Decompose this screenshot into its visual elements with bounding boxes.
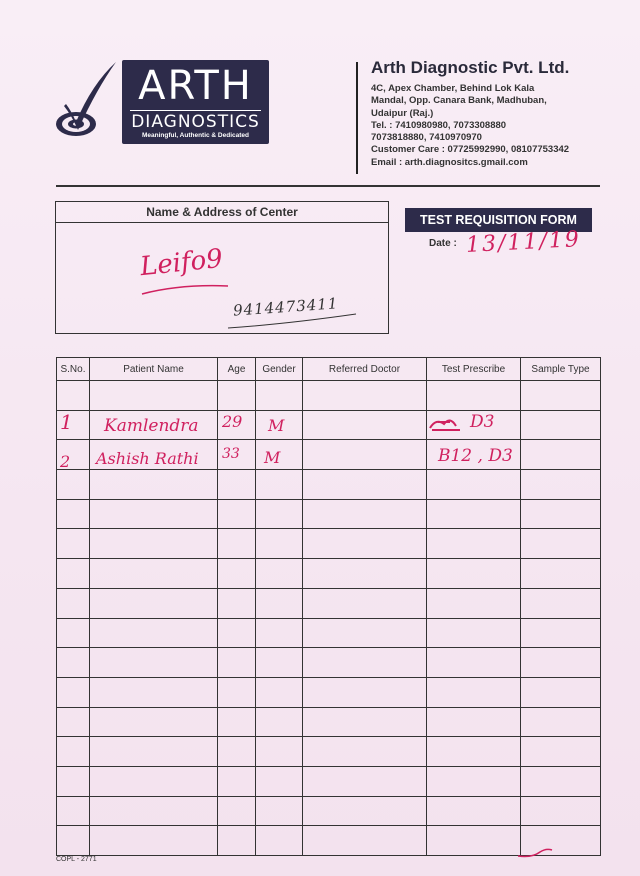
- table-cell: [90, 737, 218, 767]
- table-cell: [57, 677, 90, 707]
- table-cell: [256, 737, 303, 767]
- table-cell: [427, 618, 521, 648]
- table-cell: [218, 737, 256, 767]
- arth-diagnostics-logo: [122, 60, 269, 144]
- table-cell: [303, 529, 427, 559]
- logo-sub-text: DIAGNOSTICS: [131, 112, 260, 132]
- table-header-row: [57, 358, 601, 381]
- table-cell: [218, 381, 256, 411]
- arth-target-logo-icon: [52, 60, 122, 142]
- scribble-mark: [428, 414, 464, 436]
- table-row: [57, 559, 601, 589]
- address-line: 4C, Apex Chamber, Behind Lok Kala: [371, 83, 535, 94]
- table-cell: [521, 648, 601, 678]
- table-cell: [256, 499, 303, 529]
- table-cell: [256, 588, 303, 618]
- row-1-age: 29: [222, 412, 243, 431]
- date-label: Date :: [429, 238, 457, 249]
- company-address: [371, 83, 611, 169]
- table-cell: [218, 618, 256, 648]
- table-cell: [90, 796, 218, 826]
- row-1-test: D3: [470, 412, 495, 432]
- table-cell: [427, 381, 521, 411]
- table-cell: [256, 826, 303, 856]
- table-cell: [90, 677, 218, 707]
- table-cell: [521, 766, 601, 796]
- table-cell: [90, 648, 218, 678]
- table-cell: [57, 766, 90, 796]
- table-cell: [90, 766, 218, 796]
- table-row: [57, 499, 601, 529]
- header-sample-type: Sample Type: [521, 358, 601, 381]
- table-cell: [90, 707, 218, 737]
- row-1-patient-name: Kamlendra: [104, 416, 199, 436]
- table-cell: [427, 559, 521, 589]
- table-cell: [57, 499, 90, 529]
- table-cell: [90, 381, 218, 411]
- handwritten-phone-underline: [226, 312, 358, 332]
- table-cell: [521, 470, 601, 500]
- logo-brand-text: ARTH: [138, 63, 253, 109]
- table-cell: [90, 559, 218, 589]
- table-row: [57, 796, 601, 826]
- header-test-prescribe: Test Prescribe: [427, 358, 521, 381]
- table-row: [57, 470, 601, 500]
- table-cell: [427, 707, 521, 737]
- table-row: [57, 677, 601, 707]
- table-cell: [57, 381, 90, 411]
- row-2-sno: 2: [60, 452, 71, 471]
- table-cell: [521, 499, 601, 529]
- handwritten-tick-mark: [516, 846, 556, 860]
- table-cell: [521, 381, 601, 411]
- logo-tagline: Meaningful, Authentic & Dedicated: [141, 132, 249, 139]
- table-cell: [90, 588, 218, 618]
- table-cell: [256, 618, 303, 648]
- table-cell: [427, 499, 521, 529]
- phone-line: 7073818880, 7410970970: [371, 132, 482, 144]
- table-cell: [303, 588, 427, 618]
- header-age: Age: [218, 358, 256, 381]
- table-cell: [303, 648, 427, 678]
- center-address-heading: Name & Address of Center: [56, 202, 388, 223]
- table-cell: [521, 707, 601, 737]
- table-cell: [218, 588, 256, 618]
- table-cell: [57, 588, 90, 618]
- table-cell: [303, 826, 427, 856]
- table-cell: [90, 529, 218, 559]
- form-title: TEST REQUISITION FORM: [405, 208, 592, 232]
- table-cell: [256, 707, 303, 737]
- table-cell: [57, 826, 90, 856]
- row-2-age: 33: [222, 446, 240, 462]
- table-cell: [303, 559, 427, 589]
- table-cell: [57, 648, 90, 678]
- table-cell: [90, 826, 218, 856]
- customer-care-line: Customer Care : 07725992990, 08107753342: [371, 144, 570, 156]
- handwritten-center-phone: 9414473411: [232, 294, 339, 320]
- table-row: [57, 529, 601, 559]
- table-cell: [218, 796, 256, 826]
- table-cell: [218, 766, 256, 796]
- table-cell: [57, 529, 90, 559]
- table-cell: [303, 410, 427, 440]
- table-cell: [256, 381, 303, 411]
- table-cell: [57, 470, 90, 500]
- table-row: [57, 707, 601, 737]
- table-cell: [303, 470, 427, 500]
- address-line: Mandal, Opp. Canara Bank, Madhuban,: [371, 95, 547, 107]
- handwritten-date: 13/11/19: [465, 227, 582, 258]
- table-cell: [303, 499, 427, 529]
- table-cell: [303, 381, 427, 411]
- table-row: [57, 618, 601, 648]
- table-cell: [90, 470, 218, 500]
- table-cell: [218, 648, 256, 678]
- table-cell: [521, 618, 601, 648]
- table-cell: [256, 766, 303, 796]
- table-cell: [57, 796, 90, 826]
- table-cell: [521, 796, 601, 826]
- table-cell: [521, 559, 601, 589]
- table-cell: [256, 796, 303, 826]
- header-patient-name: Patient Name: [90, 358, 218, 381]
- table-cell: [427, 588, 521, 618]
- table-cell: [427, 796, 521, 826]
- address-line: Udaipur (Raj.): [371, 107, 434, 119]
- handwritten-center-name: Leifo9: [138, 243, 225, 283]
- table-cell: [57, 707, 90, 737]
- table-cell: [256, 677, 303, 707]
- table-cell: [57, 559, 90, 589]
- table-cell: [427, 470, 521, 500]
- table-cell: [256, 559, 303, 589]
- table-cell: [303, 796, 427, 826]
- table-cell: [256, 648, 303, 678]
- form-code: COPL - 2771: [56, 856, 97, 863]
- table-cell: [427, 737, 521, 767]
- table-cell: [521, 737, 601, 767]
- table-cell: [90, 618, 218, 648]
- table-cell: [427, 677, 521, 707]
- table-cell: [218, 707, 256, 737]
- table-cell: [256, 529, 303, 559]
- table-row: [57, 648, 601, 678]
- logo-divider: [130, 110, 261, 111]
- row-2-test: B12 , D3: [438, 446, 513, 466]
- handwritten-underline: [140, 282, 230, 296]
- row-1-sno: 1: [60, 410, 73, 434]
- table-cell: [57, 618, 90, 648]
- table-cell: [303, 618, 427, 648]
- table-cell: [303, 737, 427, 767]
- table-cell: [218, 499, 256, 529]
- table-cell: [218, 559, 256, 589]
- row-2-gender: M: [264, 448, 281, 467]
- table-cell: [303, 766, 427, 796]
- table-cell: [521, 677, 601, 707]
- table-cell: [521, 588, 601, 618]
- table-cell: [218, 529, 256, 559]
- table-cell: [256, 470, 303, 500]
- header-rule: [56, 185, 600, 187]
- header-referred-doctor: Referred Doctor: [303, 358, 427, 381]
- table-row: [57, 737, 601, 767]
- table-cell: [303, 440, 427, 470]
- phone-line: Tel. : 7410980980, 7073308880: [371, 119, 507, 131]
- table-cell: [427, 529, 521, 559]
- table-cell: [427, 648, 521, 678]
- table-row: [57, 588, 601, 618]
- table-cell: [218, 826, 256, 856]
- table-cell: [57, 737, 90, 767]
- header-sno: S.No.: [57, 358, 90, 381]
- table-row: [57, 381, 601, 411]
- header-divider: [356, 62, 358, 174]
- table-cell: [218, 677, 256, 707]
- header-gender: Gender: [256, 358, 303, 381]
- table-cell: [521, 410, 601, 440]
- email-line: Email : arth.diagnositcs.gmail.com: [371, 156, 528, 168]
- row-1-gender: M: [268, 416, 285, 435]
- table-cell: [427, 766, 521, 796]
- table-cell: [303, 677, 427, 707]
- company-name: Arth Diagnostic Pvt. Ltd.: [371, 58, 570, 77]
- table-cell: [427, 826, 521, 856]
- table-row: [57, 766, 601, 796]
- table-cell: [521, 440, 601, 470]
- table-cell: [521, 529, 601, 559]
- table-cell: [90, 499, 218, 529]
- table-cell: [303, 707, 427, 737]
- row-2-patient-name: Ashish Rathi: [96, 449, 199, 468]
- table-cell: [218, 470, 256, 500]
